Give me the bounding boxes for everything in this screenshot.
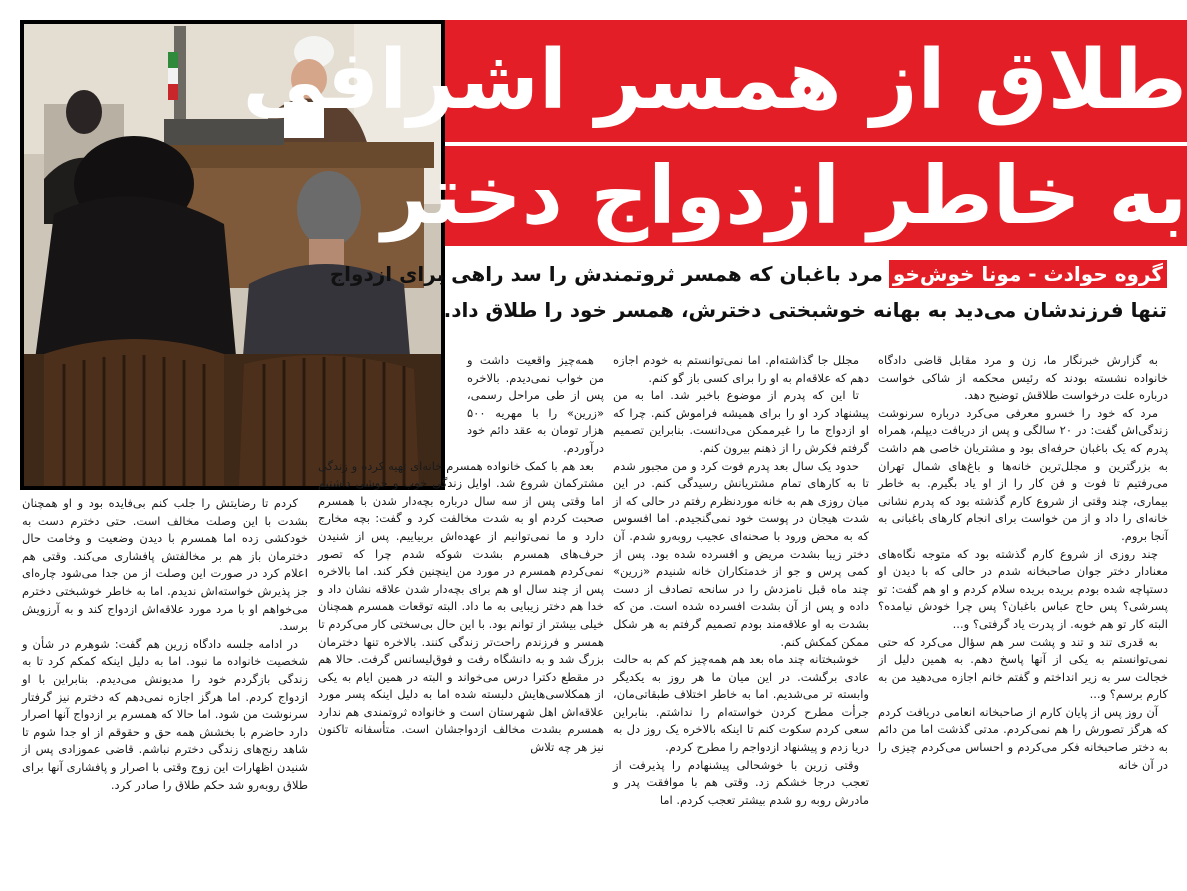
paragraph: مرد که خود را خسرو معرفی می‌کرد درباره سرنوشت زندگی‌اش گفت: در ۲۰ سالگی و پس از دریافت دیپلم، همراه پدرم که یک باغبان حرفه‌ای بود و مشتریان خاصی هم داشت به بزرگترین و مجلل‌ترین خانه‌ها و باغ‌های شمال تهران می‌رفتیم تا فوت و فن کار را از او یاد بگیرم. به خاطر بیماری، چند وقتی از شروع کارم گذشته بود که پدرم نشانی خانه‌ای را داد و از من خواست برای انجام کارهای باغبانی به آنجا بروم. (878, 405, 1168, 543)
article-column-4 (22, 495, 308, 883)
headline-line-1: طلاق از همسر اشرافی (445, 20, 1187, 142)
article-column-2 (613, 352, 869, 882)
paragraph: به قدری تند و تند و پشت سر هم سؤال می‌کرد که حتی نمی‌توانستم به یکی از آنها پاسخ دهم. به همین دلیل از خجالت سر به زیر انداختم و گفتم خانم اجازه می‌دهید من به کارم برسم؟ و... (878, 634, 1168, 702)
paragraph: تا این که پدرم از موضوع باخبر شد. اما به من پیشنهاد کرد او را برای همیشه فراموش کنم. چرا که او ازدواج ما را غیرممکن می‌دانست. بنابراین تصمیم گرفتم فکرش را از ذهنم بیرون کنم. (613, 388, 869, 455)
paragraph: چند روزی از شروع کارم گذشته بود که متوجه نگاه‌های معنادار دختر جوان صاحبخانه شدم در حالی که با دیدن او دستپاچه شده بودم بریده بریده سلام کردم و او هم گفت: تو پسرشی؟ پس حاج عباس باغبان؟ پس چرا خودش نیامده؟ البته کار تو هم خوبه. از پدرت یاد گرفتی؟ و... (878, 546, 1168, 631)
paragraph: همه‌چیز واقعیت داشت و من خواب نمی‌دیدم. بالاخره پس از طی مراحل رسمی، «زرین» را با مهریه ۵۰۰ هزار تومان به عقد دائم خود درآوردم. (467, 353, 604, 455)
paragraph: حدود یک سال بعد پدرم فوت کرد و من مجبور شدم تا به کارهای تمام مشتریانش رسیدگی کنم. در این میان روزی هم به خانه موردنظرم رفتم در حالی که از شدت هیجان در پوست خود نمی‌گنجیدم. اما افسوس که به محض ورود با صحنه‌ای عجیب روبه‌رو شدم. آن دختر زیبا بشدت مریض و افسرده شده بود. پس از کمی پرس و جو از خدمتکاران خانه شنیدم «زرین» چند ماه قبل نامزدش را در سانحه تصادف از دست داده و پس از آن بشدت افسرده شده است. من که بشدت به او علاقه‌مند بودم تصمیم گرفتم به هر شکل ممکن کمکش کنم. (613, 458, 869, 649)
subheadline-line-2: تنها فرزندشان می‌دید به بهانه خوشبختی دخترش، همسر خود را طلاق داد. (443, 298, 1167, 322)
subheadline-text-1: مرد باغبان که همسر ثروتمندش را سد راهی برای ازدواج (329, 262, 883, 286)
paragraph: وقتی زرین با خوشحالی پیشنهادم را پذیرفت از تعجب درجا خشکم زد. وقتی هم با موافقت پدر و مادرش روبه رو شدم بیشتر تعجب کردم. اما (613, 757, 869, 807)
paragraph: کردم تا رضایتش را جلب کنم بی‌فایده بود و او همچنان بشدت با این وصلت مخالف است. حتی دخترم دست به خودکشی زده اما همسرم با دیدن وضعیت و وخامت حال دخترمان باز هم بر مخالفتش پافشاری می‌کند. وقتی هم اعلام کرد در صورت این وصلت از من جدا می‌شود چاره‌ای جز پذیرش خواسته‌اش ندیدم. اما به خاطر خوشبختی دخترم می‌خواهم او با مرد مورد علاقه‌اش ازدواج کند و به آرزویش برسد. (22, 496, 308, 634)
paragraph: به گزارش خبرنگار ما، زن و مرد مقابل قاضی دادگاه خانواده نشسته بودند که رئیس محکمه از شاکی خواست درباره علت درخواست طلاقش توضیح دهد. (878, 353, 1168, 403)
paragraph: در ادامه جلسه دادگاه زرین هم گفت: شوهرم در شأن و شخصیت خانواده ما نبود. اما به دلیل اینکه کمکم کرد تا به زندگی بازگردم خود را مدیونش می‌دیدم. بنابراین با او ازدواج کردم. اما هرگز اجازه نمی‌دهم که دخترم نیز گرفتار سرنوشت من شود. اما حالا که همسرم بر ازدواج آنها اصرار دارد حاضرم با بخشش همه حق و حقوقم از او جدا شوم تا شاهد رنج‌های زندگی دخترم نباشم. قاضی عموزادی پس از شنیدن اظهارات این زوج وقتی با اصرار و پافشاری آنها برای طلاق روبه‌رو شد حکم طلاق را صادر کرد. (22, 636, 308, 792)
article-column-1 (878, 352, 1168, 882)
paragraph: بعد هم با کمک خانواده همسرم خانه‌ای تهیه کرده و زندگی مشترکمان شروع شد. اوایل زندگی خوب و خوشی داشتیم اما وقتی پس از سه سال درباره بچه‌دار شدن با همسرم صحبت کردم او به شدت مخالفت کرد و گفت: بچه مخارج دارد و ما نمی‌توانیم از عهده‌اش بربیاییم. پس از شنیدن حرف‌های همسرم بشدت شوکه شدم چرا که تصور نمی‌کردم همسرم در مورد من اینچنین فکر کند. اما بالاخره پس از چند سال او هم برای بچه‌دار شدن علاقه نشان داد و خدا هم دختر زیبایی به ما داد. البته توقعات همسرم همچنان خیلی بیشتر از توانم بود. با این حال بی‌سختی کار می‌کردم تا همسر و فرزندم راحت‌تر زندگی کنند. بالاخره تنها دخترمان بزرگ شد و به دانشگاه رفت و فوق‌لیسانس گرفت. حالا هم در مقطع دکترا درس می‌خواند و البته در همین ایام به یکی از همکلاسی‌هایش دلبسته شده اما به دلیل اینکه پسر مورد علاقه‌اش اهل شهرستان است و خانواده ثروتمندی هم ندارد همسرم بشدت مخالف ازدواجشان است. متأسفانه تاکنون نیز هر چه تلاش (318, 458, 604, 755)
paragraph: خوشبختانه چند ماه بعد هم همه‌چیز کم کم به حالت عادی برگشت. در این میان ما هر روز به یکدیگر وابسته تر می‌شدیم. اما به خاطر اختلاف طبقاتی‌مان، جرأت مطرح کردن خواسته‌ام را نداشتم. بنابراین سعی کردم سکوت کنم تا اینکه بالاخره یک روز دل به دریا زدم و پیشنهاد ازدواجم را مطرح کردم. (613, 652, 869, 755)
headline-line-2: به خاطر ازدواج دختر (445, 146, 1187, 246)
byline: گروه حوادث - مونا خوش‌خو (889, 260, 1167, 288)
paragraph: مجلل جا گذاشته‌ام. اما نمی‌توانستم به خودم اجازه دهم که علاقه‌ام به او را برای کسی باز گو کنم. (613, 353, 869, 385)
subheadline-line-1 (330, 262, 1167, 286)
paragraph: آن روز پس از پایان کارم از صاحبخانه انعامی دریافت کردم که هرگز تصورش را هم نمی‌کردم. مدتی گذشت اما من دائم به دختر صاحبخانه فکر می‌کردم و احساس می‌کردم چیزی را در آن خانه (878, 704, 1168, 772)
article-column-3 (318, 352, 604, 882)
